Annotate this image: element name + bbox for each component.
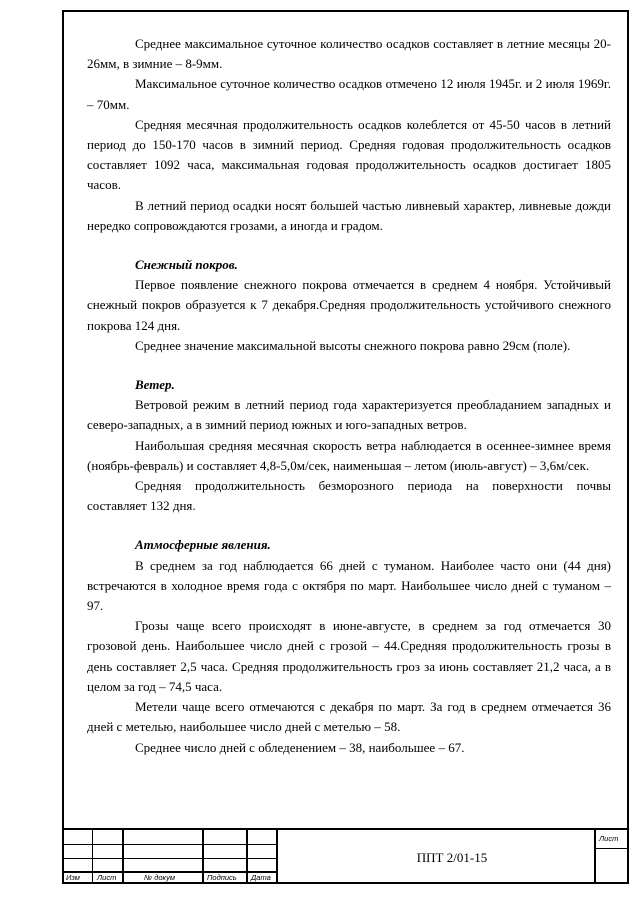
stamp-row-line — [62, 858, 276, 859]
title-block — [62, 828, 629, 884]
stamp-label-signature: Подпись — [207, 873, 237, 882]
paragraph: Максимальное суточное количество осадков отмечено 12 июля 1945г. и 2 июля 1969г. – 70мм. — [87, 76, 611, 112]
stamp-label-izm: Изм — [66, 873, 80, 882]
paragraph: В среднем за год наблюдается 66 дней с туманом. Наиболее часто они (44 дня) встречаются в холодное время года с октября по март. Наибольшее число дней с туманом – 97. — [87, 557, 611, 614]
stamp-divider — [276, 830, 278, 884]
stamp-row-line — [62, 844, 276, 845]
stamp-divider — [594, 830, 596, 884]
section-heading-wind: Ветер. — [135, 377, 175, 393]
paragraph: Среднее значение максимальной высоты снежного покрова равно 29см (поле). — [135, 337, 571, 353]
stamp-label-date: Дата — [251, 873, 271, 882]
document-number: ППТ 2/01-15 — [416, 850, 488, 865]
stamp-label-doc: № докум — [144, 873, 175, 882]
stamp-sheet-label: Лист — [599, 834, 619, 843]
stamp-row-line — [594, 848, 629, 849]
paragraph: Метели чаще всего отмечаются с декабря по март. За год в среднем отмечается 36 дней с метелью, наибольшее число дней с метелью – 58. — [87, 699, 611, 735]
paragraph: В летний период осадки носят большей частью ливневый характер, ливневые дожди нередко сопровождаются грозами, а иногда и градом. — [87, 197, 611, 233]
paragraph: Первое появление снежного покрова отмечается в среднем 4 ноября. Устойчивый снежный покров образуется к 7 декабря.Средняя продолжительность устойчивого снежного покрова 124 дня. — [87, 277, 611, 333]
paragraph: Среднее максимальное суточное количество осадков составляет в летние месяцы 20-26мм, в зимние – 8-9мм. — [87, 36, 611, 72]
paragraph: Наибольшая средняя месячная скорость ветра наблюдается в осеннее-зимнее время (ноябрь-февраль) и составляет 4,8-5,0м/сек, наименьшая – летом (июль-август) – 3,6м/сек. — [87, 437, 611, 473]
paragraph: Среднее число дней с обледенением – 38, наибольшее – 67. — [135, 739, 465, 755]
paragraph: Средняя месячная продолжительность осадков колеблется от 45-50 часов в летний период до 150-170 часов в зимний период. Средняя годовая продолжительность осадков составляет 1092 часа, максимальная годовая продолжительность осадков достигает 1805 часов. — [87, 116, 611, 193]
paragraph: Ветровой режим в летний период года характеризуется преобладанием западных и северо-западных, а в зимний период южных и юго-западных ветров. — [87, 397, 611, 433]
stamp-divider — [246, 830, 248, 884]
document-body — [87, 34, 611, 758]
section-heading-atmos: Атмосферные явления. — [135, 537, 271, 553]
stamp-label-list: Лист — [97, 873, 117, 882]
stamp-divider — [202, 830, 204, 884]
paragraph: Грозы чаще всего происходят в июне-августе, в среднем за год отмечается 30 грозовой день. Наибольшее число дней с грозой – 44.Средняя продолжительность грозы в день составляет 2,5 часа. Средняя продолжительность гроз за июнь составляет 21,2 часа, а в целом за год – 74,5 часа. — [87, 618, 611, 694]
paragraph: Средняя продолжительность безморозного периода на поверхности почвы составляет 132 дня. — [87, 478, 611, 514]
stamp-divider — [92, 830, 93, 884]
section-heading-snow: Снежный покров. — [135, 257, 238, 273]
stamp-divider — [122, 830, 124, 884]
